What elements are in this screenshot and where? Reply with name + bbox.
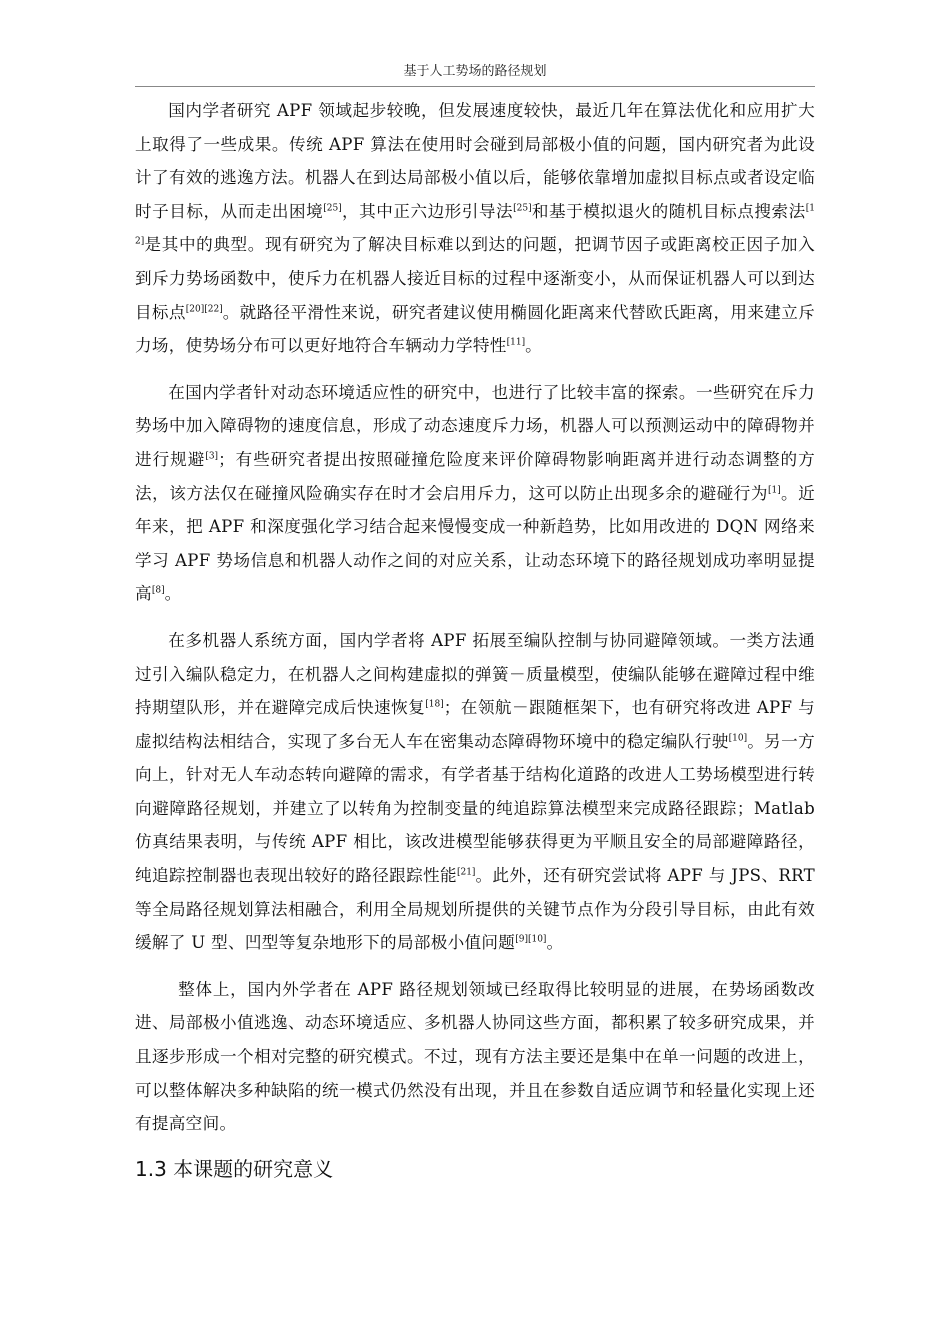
citation: [11] — [506, 337, 526, 348]
paragraph-dynamic-environment: 在国内学者针对动态环境适应性的研究中，也进行了比较丰富的探索。一些研究在斥力势场中加入障碍物的速度信息，形成了动态速度斥力场，机器人可以预测运动中的障碍物并进行规避[3]；有些研究者提出按照碰撞危险度来评价障碍物影响距离并进行动态调整的方法，该方法仅在碰撞风险确实存在时才会启用斥力，这可以防止出现多余的避碰行为[1]。近年来，把 APF 和深度强化学习结合起来慢慢变成一种新趋势，比如用改进的 DQN 网络来学习 APF 势场信息和机器人动作之间的对应关系，让动态环境下的路径规划成功率明显提高[8]。 — [135, 382, 815, 604]
paragraph-multi-robot: 在多机器人系统方面，国内学者将 APF 拓展至编队控制与协同避障领域。一类方法通过引入编队稳定力，在机器人之间构建虚拟的弹簧－质量模型，使编队能够在避障过程中维持期望队形，并在避障完成后快速恢复[18]；在领航－跟随框架下，也有研究将改进 APF 与虚拟结构法相结合，实现了多台无人车在密集动态障碍物环境中的稳定编队行驶[10]。另一方向上，针对无人车动态转向避障的需求，有学者基于结构化道路的改进人工势场模型进行转向避障路径规划，并建立了以转角为控制变量的纯追踪算法模型来完成路径跟踪；Matlab 仿真结果表明，与传统 APF 相比，该改进模型能够获得更为平顺且安全的局部避障路径，纯追踪控制器也表现出较好的路径跟踪性能[21]。此外，还有研究尝试将 APF 与 JPS、RRT 等全局路径规划算法相融合，利用全局规划所提供的关键节点作为分段引导目标，由此有效缓解了 U 型、凹型等复杂地形下的局部极小值问题[9][10]。 — [135, 630, 816, 953]
citation: [25] — [513, 203, 532, 214]
paragraph-summary: 整体上，国内外学者在 APF 路径规划领域已经取得比较明显的进展，在势场函数改进、局部极小值逃逸、动态环境适应、多机器人协同这些方面，都积累了较多研究成果，并且逐步形成一个相对完整的研究模式。不过，现有方法主要还是集中在单一问题的改进上，可以整体解决多种缺陷的统一模式仍然没有出现，并且在参数自适应调节和轻量化实现上还有提高空间。 — [135, 979, 815, 1134]
citation: [18] — [425, 699, 444, 710]
citation: [20][22] — [185, 304, 223, 315]
citation: [1] — [768, 485, 781, 495]
citation: [12] — [135, 203, 815, 247]
paragraph-domestic-research: 国内学者研究 APF 领域起步较晚，但发展速度较快，最近几年在算法优化和应用扩大上取得了一些成果。传统 APF 算法在使用时会碰到局部极小值的问题，国内研究者为此设计了有效的逃逸方法。机器人在到达局部极小值以后，能够依靠增加虚拟目标点或者设定临时子目标，从而走出困境[25]，其中正六边形引导法[25]和基于模拟退火的随机目标点搜索法[12]是其中的典型。现有研究为了解决目标难以到达的问题，把调节因子或距离校正因子加入到斥力势场函数中，使斥力在机器人接近目标的过程中逐渐变小，从而保证机器人可以到达目标点[20][22]。就路径平滑性来说，研究者建议使用椭圆化距离来代替欧氏距离，用来建立斥力场，使势场分布可以更好地符合车辆动力学特性[11]。 — [135, 101, 816, 356]
citation: [25] — [323, 203, 342, 214]
section-heading: 1.3 本课题的研究意义 — [135, 1156, 334, 1181]
citation: [9][10] — [515, 934, 547, 945]
citation: [3] — [205, 451, 219, 462]
running-header: 基于人工势场的路径规划 — [403, 64, 547, 79]
header-rule — [135, 86, 815, 87]
body-text — [135, 94, 815, 1184]
citation: [21] — [456, 867, 476, 878]
citation: [10] — [728, 733, 748, 744]
citation: [8] — [151, 585, 165, 596]
